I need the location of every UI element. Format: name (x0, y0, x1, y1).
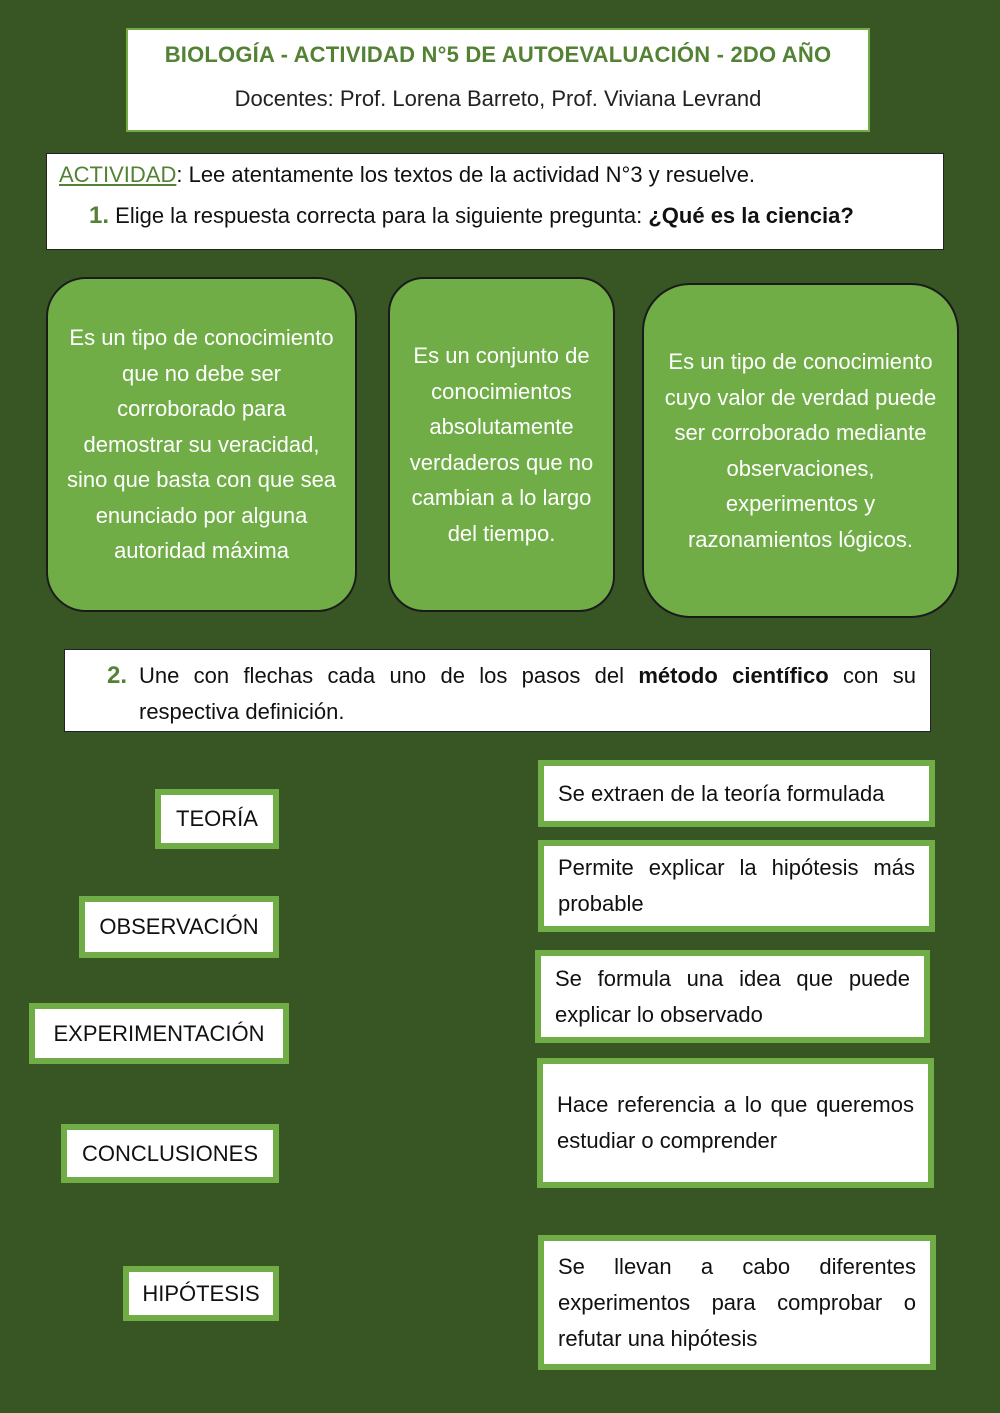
teachers-line: Docentes: Prof. Lorena Barreto, Prof. Viviana Levrand (234, 86, 762, 111)
definition-3[interactable] (535, 950, 930, 1043)
option-2[interactable] (388, 277, 615, 612)
activity-box (46, 153, 944, 250)
step-hipotesis[interactable] (123, 1266, 279, 1321)
header-box (126, 28, 870, 132)
definition-4-text: Hace referencia a lo que queremos estudiar o comprender (557, 1092, 914, 1153)
option-1-text: Es un tipo de conocimiento que no debe ser corroborado para demostrar su veracidad, sino que basta con que sea enunciado por alguna autoridad máxima (66, 325, 337, 564)
definition-2-text: Permite explicar la hipótesis más probable (558, 855, 915, 916)
step-conclusiones[interactable] (61, 1124, 279, 1183)
question-1-bold: ¿Qué es la ciencia? (648, 203, 854, 228)
question-1-number: 1. (89, 202, 110, 229)
activity-label: ACTIVIDAD (59, 162, 177, 187)
option-3-text: Es un tipo de conocimiento cuyo valor de verdad puede ser corroborado mediante observaciones, experimentos y razonamientos lógicos. (664, 349, 937, 552)
question-1-text: Elige la respuesta correcta para la siguiente pregunta: (115, 203, 649, 228)
definition-5[interactable] (538, 1235, 936, 1370)
step-label: OBSERVACIÓN (99, 914, 259, 939)
question-2-text-after: con su respectiva definición. (139, 663, 917, 724)
step-label: TEORÍA (176, 806, 258, 831)
page-title: BIOLOGÍA - ACTIVIDAD N°5 DE AUTOEVALUACIÓN - 2DO AÑO (164, 42, 832, 67)
option-3[interactable] (642, 283, 959, 618)
definition-2[interactable] (538, 840, 935, 932)
step-experimentacion[interactable] (29, 1003, 289, 1064)
definition-1[interactable] (538, 760, 935, 827)
option-2-text: Es un conjunto de conocimientos absolutamente verdaderos que no cambian a lo largo del tiempo. (409, 343, 594, 546)
question-2-text-before: Une con flechas cada uno de los pasos del (139, 663, 639, 688)
step-observacion[interactable] (79, 896, 279, 958)
definition-1-text: Se extraen de la teoría formulada (558, 780, 885, 806)
definition-5-text: Se llevan a cabo diferentes experimentos para comprobar o refutar una hipótesis (558, 1253, 916, 1351)
step-teoria[interactable] (155, 789, 279, 849)
definition-3-text: Se formula una idea que puede explicar lo observado (555, 965, 910, 1027)
definition-4[interactable] (537, 1058, 934, 1188)
step-label: CONCLUSIONES (81, 1140, 259, 1166)
question-1 (89, 202, 931, 230)
question-2-text (107, 658, 916, 730)
activity-instruction-text: : Lee atentamente los textos de la actividad N°3 y resuelve. (176, 162, 756, 187)
option-1[interactable] (46, 277, 357, 612)
question-2-bold: método científico (638, 663, 829, 688)
question-2-number: 2. (107, 662, 128, 689)
question-2-box (64, 649, 931, 732)
step-label: HIPÓTESIS (142, 1280, 260, 1306)
activity-instruction (59, 162, 931, 188)
step-label: EXPERIMENTACIÓN (53, 1020, 265, 1046)
